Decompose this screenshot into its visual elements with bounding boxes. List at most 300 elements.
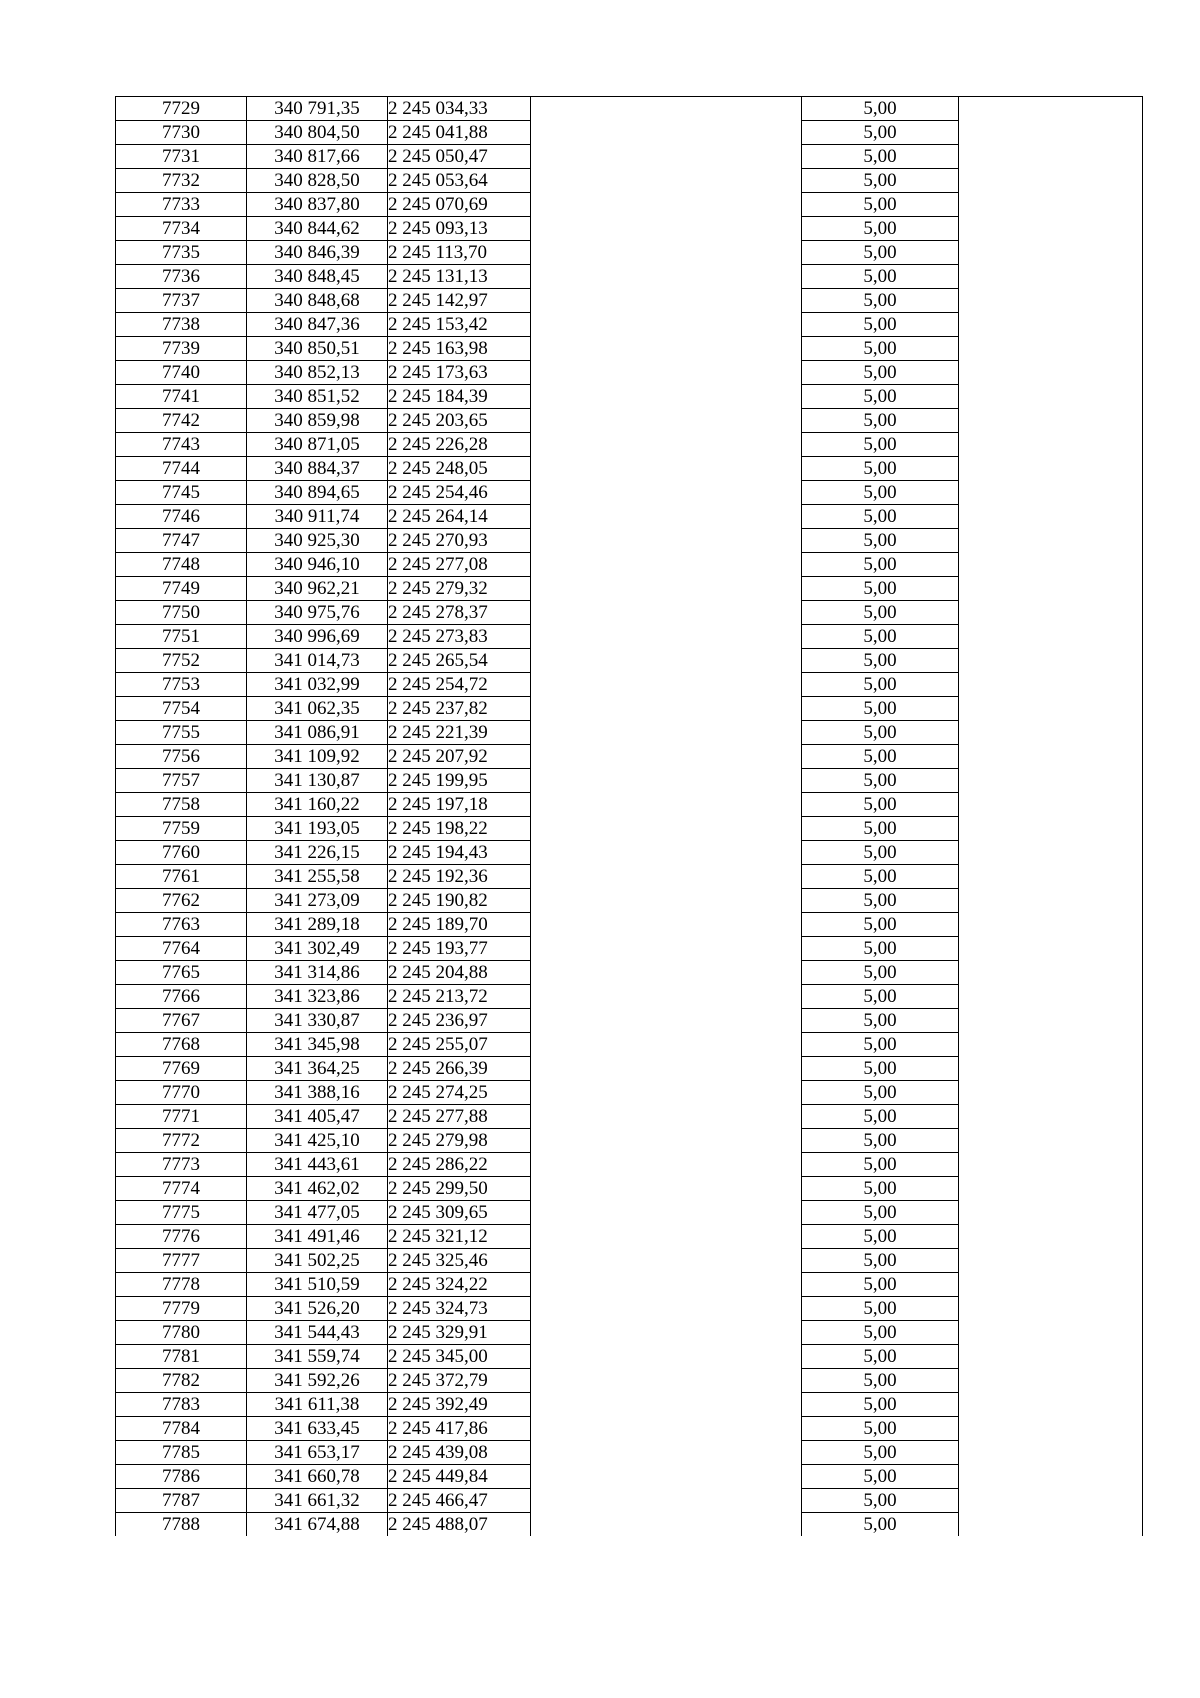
empty-cell bbox=[959, 913, 1143, 937]
point-number-cell: 7786 bbox=[116, 1465, 247, 1489]
x-coordinate-cell: 340 791,35 bbox=[247, 97, 388, 121]
point-number-cell: 7740 bbox=[116, 361, 247, 385]
empty-cell bbox=[531, 1417, 802, 1441]
y-coordinate-cell: 2 245 278,37 bbox=[388, 601, 531, 625]
point-number-cell: 7762 bbox=[116, 889, 247, 913]
empty-cell bbox=[959, 361, 1143, 385]
x-coordinate-cell: 341 323,86 bbox=[247, 985, 388, 1009]
table-row bbox=[116, 1249, 1143, 1273]
table-row bbox=[116, 1417, 1143, 1441]
point-number-cell: 7734 bbox=[116, 217, 247, 241]
table-row bbox=[116, 241, 1143, 265]
accuracy-cell: 5,00 bbox=[802, 409, 959, 433]
y-coordinate-cell: 2 245 113,70 bbox=[388, 241, 531, 265]
table-row bbox=[116, 481, 1143, 505]
y-coordinate-cell: 2 245 279,32 bbox=[388, 577, 531, 601]
table-row bbox=[116, 745, 1143, 769]
point-number-cell: 7775 bbox=[116, 1201, 247, 1225]
accuracy-cell: 5,00 bbox=[802, 121, 959, 145]
accuracy-cell: 5,00 bbox=[802, 697, 959, 721]
table-row bbox=[116, 433, 1143, 457]
empty-cell bbox=[531, 697, 802, 721]
point-number-cell: 7739 bbox=[116, 337, 247, 361]
table-row bbox=[116, 577, 1143, 601]
point-number-cell: 7732 bbox=[116, 169, 247, 193]
empty-cell bbox=[531, 1489, 802, 1513]
point-number-cell: 7741 bbox=[116, 385, 247, 409]
x-coordinate-cell: 341 633,45 bbox=[247, 1417, 388, 1441]
table-row bbox=[116, 913, 1143, 937]
empty-cell bbox=[959, 1201, 1143, 1225]
y-coordinate-cell: 2 245 439,08 bbox=[388, 1441, 531, 1465]
x-coordinate-cell: 340 852,13 bbox=[247, 361, 388, 385]
y-coordinate-cell: 2 245 324,22 bbox=[388, 1273, 531, 1297]
y-coordinate-cell: 2 245 325,46 bbox=[388, 1249, 531, 1273]
y-coordinate-cell: 2 245 034,33 bbox=[388, 97, 531, 121]
accuracy-cell: 5,00 bbox=[802, 793, 959, 817]
table-row bbox=[116, 625, 1143, 649]
empty-cell bbox=[531, 889, 802, 913]
point-number-cell: 7764 bbox=[116, 937, 247, 961]
y-coordinate-cell: 2 245 345,00 bbox=[388, 1345, 531, 1369]
point-number-cell: 7733 bbox=[116, 193, 247, 217]
point-number-cell: 7779 bbox=[116, 1297, 247, 1321]
point-number-cell: 7753 bbox=[116, 673, 247, 697]
empty-cell bbox=[959, 1297, 1143, 1321]
accuracy-cell: 5,00 bbox=[802, 1105, 959, 1129]
x-coordinate-cell: 341 653,17 bbox=[247, 1441, 388, 1465]
accuracy-cell: 5,00 bbox=[802, 841, 959, 865]
empty-cell bbox=[531, 721, 802, 745]
accuracy-cell: 5,00 bbox=[802, 217, 959, 241]
empty-cell bbox=[531, 433, 802, 457]
y-coordinate-cell: 2 245 329,91 bbox=[388, 1321, 531, 1345]
point-number-cell: 7744 bbox=[116, 457, 247, 481]
table-row bbox=[116, 361, 1143, 385]
y-coordinate-cell: 2 245 184,39 bbox=[388, 385, 531, 409]
accuracy-cell: 5,00 bbox=[802, 889, 959, 913]
accuracy-cell: 5,00 bbox=[802, 1297, 959, 1321]
point-number-cell: 7781 bbox=[116, 1345, 247, 1369]
y-coordinate-cell: 2 245 173,63 bbox=[388, 361, 531, 385]
empty-cell bbox=[531, 601, 802, 625]
table-row bbox=[116, 1441, 1143, 1465]
accuracy-cell: 5,00 bbox=[802, 385, 959, 409]
x-coordinate-cell: 341 255,58 bbox=[247, 865, 388, 889]
empty-cell bbox=[531, 961, 802, 985]
x-coordinate-cell: 340 884,37 bbox=[247, 457, 388, 481]
y-coordinate-cell: 2 245 248,05 bbox=[388, 457, 531, 481]
x-coordinate-cell: 341 062,35 bbox=[247, 697, 388, 721]
x-coordinate-cell: 341 014,73 bbox=[247, 649, 388, 673]
empty-cell bbox=[959, 241, 1143, 265]
empty-cell bbox=[531, 1297, 802, 1321]
y-coordinate-cell: 2 245 198,22 bbox=[388, 817, 531, 841]
accuracy-cell: 5,00 bbox=[802, 433, 959, 457]
empty-cell bbox=[959, 793, 1143, 817]
x-coordinate-cell: 340 804,50 bbox=[247, 121, 388, 145]
empty-cell bbox=[531, 1441, 802, 1465]
accuracy-cell: 5,00 bbox=[802, 529, 959, 553]
accuracy-cell: 5,00 bbox=[802, 1417, 959, 1441]
y-coordinate-cell: 2 245 204,88 bbox=[388, 961, 531, 985]
point-number-cell: 7758 bbox=[116, 793, 247, 817]
accuracy-cell: 5,00 bbox=[802, 1057, 959, 1081]
x-coordinate-cell: 340 925,30 bbox=[247, 529, 388, 553]
table-row bbox=[116, 985, 1143, 1009]
point-number-cell: 7777 bbox=[116, 1249, 247, 1273]
empty-cell bbox=[531, 985, 802, 1009]
x-coordinate-cell: 340 911,74 bbox=[247, 505, 388, 529]
empty-cell bbox=[531, 1225, 802, 1249]
empty-cell bbox=[531, 625, 802, 649]
empty-cell bbox=[959, 841, 1143, 865]
accuracy-cell: 5,00 bbox=[802, 817, 959, 841]
y-coordinate-cell: 2 245 203,65 bbox=[388, 409, 531, 433]
accuracy-cell: 5,00 bbox=[802, 1393, 959, 1417]
accuracy-cell: 5,00 bbox=[802, 241, 959, 265]
point-number-cell: 7771 bbox=[116, 1105, 247, 1129]
point-number-cell: 7750 bbox=[116, 601, 247, 625]
empty-cell bbox=[959, 457, 1143, 481]
empty-cell bbox=[531, 1081, 802, 1105]
y-coordinate-cell: 2 245 131,13 bbox=[388, 265, 531, 289]
accuracy-cell: 5,00 bbox=[802, 1369, 959, 1393]
coordinates-table-body bbox=[116, 97, 1143, 1537]
empty-cell bbox=[959, 625, 1143, 649]
x-coordinate-cell: 340 846,39 bbox=[247, 241, 388, 265]
y-coordinate-cell: 2 245 070,69 bbox=[388, 193, 531, 217]
point-number-cell: 7756 bbox=[116, 745, 247, 769]
empty-cell bbox=[959, 1105, 1143, 1129]
accuracy-cell: 5,00 bbox=[802, 865, 959, 889]
table-row bbox=[116, 1105, 1143, 1129]
x-coordinate-cell: 341 405,47 bbox=[247, 1105, 388, 1129]
y-coordinate-cell: 2 245 265,54 bbox=[388, 649, 531, 673]
y-coordinate-cell: 2 245 254,72 bbox=[388, 673, 531, 697]
empty-cell bbox=[959, 673, 1143, 697]
x-coordinate-cell: 341 425,10 bbox=[247, 1129, 388, 1153]
x-coordinate-cell: 340 962,21 bbox=[247, 577, 388, 601]
y-coordinate-cell: 2 245 264,14 bbox=[388, 505, 531, 529]
accuracy-cell: 5,00 bbox=[802, 601, 959, 625]
empty-cell bbox=[531, 385, 802, 409]
x-coordinate-cell: 341 330,87 bbox=[247, 1009, 388, 1033]
x-coordinate-cell: 340 850,51 bbox=[247, 337, 388, 361]
table-row bbox=[116, 721, 1143, 745]
x-coordinate-cell: 340 844,62 bbox=[247, 217, 388, 241]
empty-cell bbox=[531, 793, 802, 817]
empty-cell bbox=[531, 145, 802, 169]
table-row bbox=[116, 97, 1143, 121]
empty-cell bbox=[531, 529, 802, 553]
empty-cell bbox=[531, 409, 802, 433]
accuracy-cell: 5,00 bbox=[802, 961, 959, 985]
table-row bbox=[116, 673, 1143, 697]
coordinates-sheet bbox=[115, 96, 1143, 1536]
y-coordinate-cell: 2 245 324,73 bbox=[388, 1297, 531, 1321]
empty-cell bbox=[959, 1393, 1143, 1417]
empty-cell bbox=[959, 1225, 1143, 1249]
point-number-cell: 7766 bbox=[116, 985, 247, 1009]
table-row bbox=[116, 1153, 1143, 1177]
y-coordinate-cell: 2 245 142,97 bbox=[388, 289, 531, 313]
empty-cell bbox=[531, 1249, 802, 1273]
y-coordinate-cell: 2 245 488,07 bbox=[388, 1513, 531, 1537]
accuracy-cell: 5,00 bbox=[802, 1249, 959, 1273]
empty-cell bbox=[531, 1201, 802, 1225]
x-coordinate-cell: 341 193,05 bbox=[247, 817, 388, 841]
y-coordinate-cell: 2 245 417,86 bbox=[388, 1417, 531, 1441]
accuracy-cell: 5,00 bbox=[802, 553, 959, 577]
empty-cell bbox=[531, 1177, 802, 1201]
empty-cell bbox=[531, 649, 802, 673]
accuracy-cell: 5,00 bbox=[802, 505, 959, 529]
empty-cell bbox=[959, 337, 1143, 361]
y-coordinate-cell: 2 245 255,07 bbox=[388, 1033, 531, 1057]
table-row bbox=[116, 841, 1143, 865]
empty-cell bbox=[959, 1033, 1143, 1057]
table-row bbox=[116, 1081, 1143, 1105]
table-row bbox=[116, 193, 1143, 217]
empty-cell bbox=[531, 937, 802, 961]
empty-cell bbox=[959, 1153, 1143, 1177]
y-coordinate-cell: 2 245 321,12 bbox=[388, 1225, 531, 1249]
point-number-cell: 7751 bbox=[116, 625, 247, 649]
point-number-cell: 7736 bbox=[116, 265, 247, 289]
accuracy-cell: 5,00 bbox=[802, 289, 959, 313]
empty-cell bbox=[959, 1273, 1143, 1297]
empty-cell bbox=[531, 1153, 802, 1177]
accuracy-cell: 5,00 bbox=[802, 1513, 959, 1537]
table-row bbox=[116, 553, 1143, 577]
accuracy-cell: 5,00 bbox=[802, 337, 959, 361]
empty-cell bbox=[531, 193, 802, 217]
empty-cell bbox=[959, 865, 1143, 889]
y-coordinate-cell: 2 245 197,18 bbox=[388, 793, 531, 817]
empty-cell bbox=[531, 313, 802, 337]
point-number-cell: 7773 bbox=[116, 1153, 247, 1177]
y-coordinate-cell: 2 245 050,47 bbox=[388, 145, 531, 169]
y-coordinate-cell: 2 245 153,42 bbox=[388, 313, 531, 337]
table-row bbox=[116, 1321, 1143, 1345]
empty-cell bbox=[959, 313, 1143, 337]
empty-cell bbox=[959, 1369, 1143, 1393]
empty-cell bbox=[531, 553, 802, 577]
table-row bbox=[116, 217, 1143, 241]
y-coordinate-cell: 2 245 194,43 bbox=[388, 841, 531, 865]
point-number-cell: 7788 bbox=[116, 1513, 247, 1537]
accuracy-cell: 5,00 bbox=[802, 1153, 959, 1177]
point-number-cell: 7767 bbox=[116, 1009, 247, 1033]
empty-cell bbox=[531, 1321, 802, 1345]
accuracy-cell: 5,00 bbox=[802, 1321, 959, 1345]
accuracy-cell: 5,00 bbox=[802, 1033, 959, 1057]
y-coordinate-cell: 2 245 277,88 bbox=[388, 1105, 531, 1129]
point-number-cell: 7765 bbox=[116, 961, 247, 985]
accuracy-cell: 5,00 bbox=[802, 1225, 959, 1249]
y-coordinate-cell: 2 245 299,50 bbox=[388, 1177, 531, 1201]
x-coordinate-cell: 341 611,38 bbox=[247, 1393, 388, 1417]
y-coordinate-cell: 2 245 221,39 bbox=[388, 721, 531, 745]
table-row bbox=[116, 385, 1143, 409]
empty-cell bbox=[959, 721, 1143, 745]
table-row bbox=[116, 1513, 1143, 1537]
empty-cell bbox=[959, 985, 1143, 1009]
empty-cell bbox=[531, 97, 802, 121]
table-row bbox=[116, 817, 1143, 841]
accuracy-cell: 5,00 bbox=[802, 1129, 959, 1153]
table-row bbox=[116, 1489, 1143, 1513]
empty-cell bbox=[959, 817, 1143, 841]
y-coordinate-cell: 2 245 309,65 bbox=[388, 1201, 531, 1225]
accuracy-cell: 5,00 bbox=[802, 1345, 959, 1369]
point-number-cell: 7780 bbox=[116, 1321, 247, 1345]
empty-cell bbox=[959, 217, 1143, 241]
accuracy-cell: 5,00 bbox=[802, 97, 959, 121]
y-coordinate-cell: 2 245 192,36 bbox=[388, 865, 531, 889]
empty-cell bbox=[531, 217, 802, 241]
y-coordinate-cell: 2 245 273,83 bbox=[388, 625, 531, 649]
table-row bbox=[116, 1465, 1143, 1489]
empty-cell bbox=[959, 1009, 1143, 1033]
accuracy-cell: 5,00 bbox=[802, 1201, 959, 1225]
table-row bbox=[116, 1369, 1143, 1393]
accuracy-cell: 5,00 bbox=[802, 169, 959, 193]
accuracy-cell: 5,00 bbox=[802, 745, 959, 769]
accuracy-cell: 5,00 bbox=[802, 625, 959, 649]
empty-cell bbox=[531, 265, 802, 289]
accuracy-cell: 5,00 bbox=[802, 649, 959, 673]
table-row bbox=[116, 697, 1143, 721]
accuracy-cell: 5,00 bbox=[802, 1177, 959, 1201]
table-row bbox=[116, 1009, 1143, 1033]
table-row bbox=[116, 1177, 1143, 1201]
y-coordinate-cell: 2 245 372,79 bbox=[388, 1369, 531, 1393]
table-row bbox=[116, 145, 1143, 169]
y-coordinate-cell: 2 245 199,95 bbox=[388, 769, 531, 793]
accuracy-cell: 5,00 bbox=[802, 913, 959, 937]
table-row bbox=[116, 1345, 1143, 1369]
y-coordinate-cell: 2 245 163,98 bbox=[388, 337, 531, 361]
x-coordinate-cell: 341 559,74 bbox=[247, 1345, 388, 1369]
x-coordinate-cell: 341 592,26 bbox=[247, 1369, 388, 1393]
x-coordinate-cell: 341 345,98 bbox=[247, 1033, 388, 1057]
empty-cell bbox=[959, 1129, 1143, 1153]
x-coordinate-cell: 340 859,98 bbox=[247, 409, 388, 433]
table-row bbox=[116, 1057, 1143, 1081]
point-number-cell: 7731 bbox=[116, 145, 247, 169]
empty-cell bbox=[531, 865, 802, 889]
accuracy-cell: 5,00 bbox=[802, 265, 959, 289]
point-number-cell: 7761 bbox=[116, 865, 247, 889]
point-number-cell: 7747 bbox=[116, 529, 247, 553]
x-coordinate-cell: 340 996,69 bbox=[247, 625, 388, 649]
empty-cell bbox=[531, 841, 802, 865]
y-coordinate-cell: 2 245 277,08 bbox=[388, 553, 531, 577]
y-coordinate-cell: 2 245 189,70 bbox=[388, 913, 531, 937]
empty-cell bbox=[959, 1441, 1143, 1465]
empty-cell bbox=[959, 697, 1143, 721]
point-number-cell: 7749 bbox=[116, 577, 247, 601]
accuracy-cell: 5,00 bbox=[802, 985, 959, 1009]
empty-cell bbox=[531, 769, 802, 793]
point-number-cell: 7774 bbox=[116, 1177, 247, 1201]
point-number-cell: 7760 bbox=[116, 841, 247, 865]
empty-cell bbox=[959, 745, 1143, 769]
point-number-cell: 7772 bbox=[116, 1129, 247, 1153]
y-coordinate-cell: 2 245 226,28 bbox=[388, 433, 531, 457]
point-number-cell: 7735 bbox=[116, 241, 247, 265]
empty-cell bbox=[531, 1345, 802, 1369]
x-coordinate-cell: 340 848,68 bbox=[247, 289, 388, 313]
point-number-cell: 7787 bbox=[116, 1489, 247, 1513]
x-coordinate-cell: 341 462,02 bbox=[247, 1177, 388, 1201]
empty-cell bbox=[959, 289, 1143, 313]
empty-cell bbox=[959, 145, 1143, 169]
accuracy-cell: 5,00 bbox=[802, 313, 959, 337]
table-row bbox=[116, 121, 1143, 145]
empty-cell bbox=[959, 1513, 1143, 1537]
empty-cell bbox=[959, 265, 1143, 289]
empty-cell bbox=[959, 553, 1143, 577]
x-coordinate-cell: 341 674,88 bbox=[247, 1513, 388, 1537]
point-number-cell: 7752 bbox=[116, 649, 247, 673]
empty-cell bbox=[959, 409, 1143, 433]
point-number-cell: 7784 bbox=[116, 1417, 247, 1441]
x-coordinate-cell: 341 443,61 bbox=[247, 1153, 388, 1177]
empty-cell bbox=[531, 1393, 802, 1417]
point-number-cell: 7745 bbox=[116, 481, 247, 505]
empty-cell bbox=[959, 385, 1143, 409]
empty-cell bbox=[959, 1321, 1143, 1345]
table-row bbox=[116, 889, 1143, 913]
table-row bbox=[116, 505, 1143, 529]
point-number-cell: 7763 bbox=[116, 913, 247, 937]
x-coordinate-cell: 341 491,46 bbox=[247, 1225, 388, 1249]
empty-cell bbox=[959, 961, 1143, 985]
table-row bbox=[116, 457, 1143, 481]
empty-cell bbox=[959, 1249, 1143, 1273]
point-number-cell: 7755 bbox=[116, 721, 247, 745]
accuracy-cell: 5,00 bbox=[802, 457, 959, 481]
empty-cell bbox=[531, 1057, 802, 1081]
y-coordinate-cell: 2 245 236,97 bbox=[388, 1009, 531, 1033]
empty-cell bbox=[959, 193, 1143, 217]
table-row bbox=[116, 1033, 1143, 1057]
x-coordinate-cell: 341 289,18 bbox=[247, 913, 388, 937]
y-coordinate-cell: 2 245 193,77 bbox=[388, 937, 531, 961]
empty-cell bbox=[959, 769, 1143, 793]
table-row bbox=[116, 265, 1143, 289]
y-coordinate-cell: 2 245 449,84 bbox=[388, 1465, 531, 1489]
accuracy-cell: 5,00 bbox=[802, 673, 959, 697]
y-coordinate-cell: 2 245 266,39 bbox=[388, 1057, 531, 1081]
table-row bbox=[116, 937, 1143, 961]
x-coordinate-cell: 340 894,65 bbox=[247, 481, 388, 505]
x-coordinate-cell: 341 086,91 bbox=[247, 721, 388, 745]
empty-cell bbox=[531, 241, 802, 265]
table-row bbox=[116, 169, 1143, 193]
empty-cell bbox=[959, 505, 1143, 529]
empty-cell bbox=[531, 169, 802, 193]
table-row bbox=[116, 337, 1143, 361]
empty-cell bbox=[959, 433, 1143, 457]
accuracy-cell: 5,00 bbox=[802, 1009, 959, 1033]
accuracy-cell: 5,00 bbox=[802, 361, 959, 385]
table-row bbox=[116, 793, 1143, 817]
x-coordinate-cell: 341 544,43 bbox=[247, 1321, 388, 1345]
